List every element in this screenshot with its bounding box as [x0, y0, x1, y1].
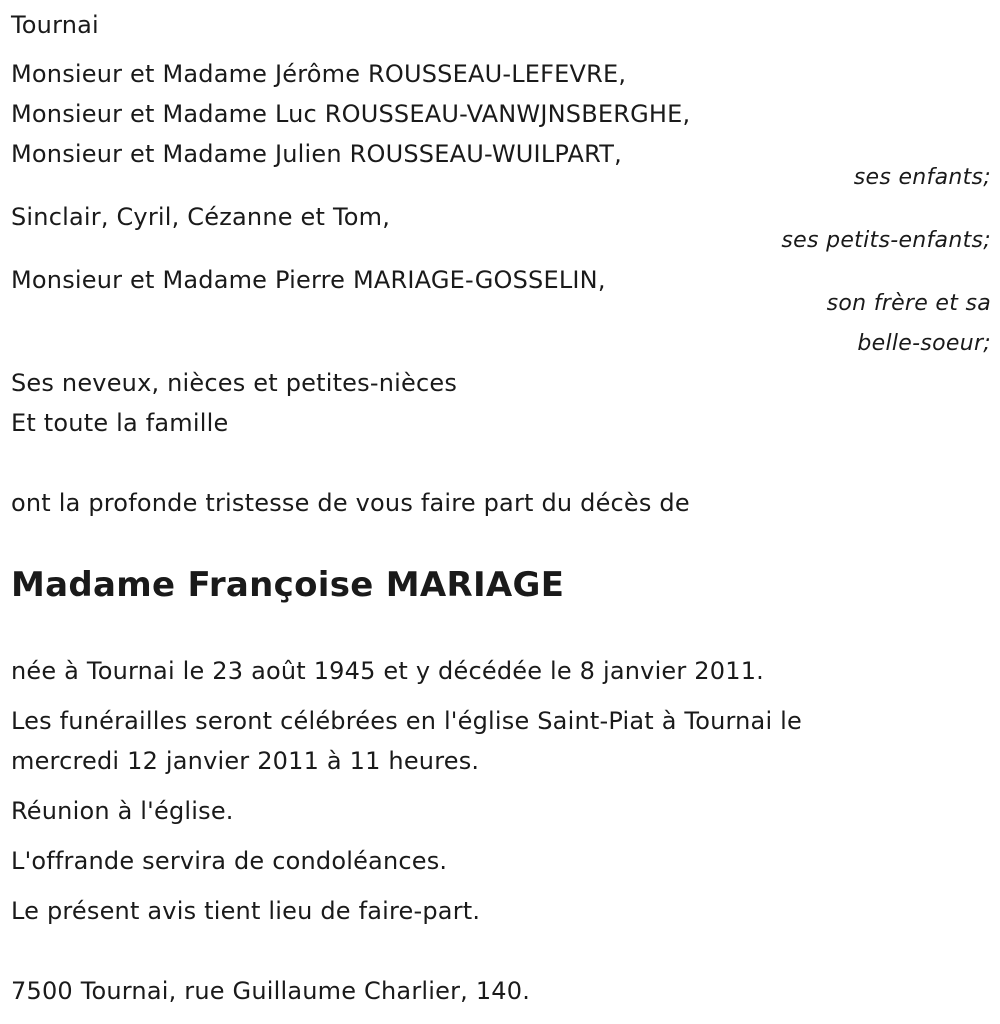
children-role: ses enfants; [853, 165, 991, 190]
address-line: 7500 Tournai, rue Guillaume Charlier, 140. [11, 977, 531, 1005]
grandchildren-entry: Sinclair, Cyril, Cézanne et Tom, [11, 203, 391, 231]
funeral-details-line2: mercredi 12 janvier 2011 à 11 heures. [11, 747, 480, 775]
announcement-text: ont la profonde tristesse de vous faire part du décès de [11, 489, 690, 517]
sibling-role-line1: son frère et sa [826, 291, 991, 316]
notice-line: Le présent avis tient lieu de faire-part. [11, 897, 481, 925]
funeral-details-line1: Les funérailles seront célébrées en l'église Saint-Piat à Tournai le [11, 707, 802, 735]
child-entry: Monsieur et Madame Julien ROUSSEAU-WUILPART, [11, 140, 622, 168]
obituary-notice [11, 0, 991, 1024]
relatives-line: Ses neveux, nièces et petites-nièces [11, 369, 458, 397]
offering-line: L'offrande servira de condoléances. [11, 847, 448, 875]
child-entry: Monsieur et Madame Luc ROUSSEAU-VANWJNSBERGHE, [11, 100, 691, 128]
meeting-line: Réunion à l'église. [11, 797, 234, 825]
child-entry: Monsieur et Madame Jérôme ROUSSEAU-LEFEVRE, [11, 60, 627, 88]
relatives-line: Et toute la famille [11, 409, 229, 437]
grandchildren-role: ses petits-enfants; [781, 228, 991, 253]
city-header: Tournai [11, 11, 99, 39]
sibling-entry: Monsieur et Madame Pierre MARIAGE-GOSSELIN, [11, 266, 606, 294]
birth-death-line: née à Tournai le 23 août 1945 et y décédée le 8 janvier 2011. [11, 657, 765, 685]
deceased-name: Madame Françoise MARIAGE [11, 565, 565, 605]
sibling-role-line2: belle-soeur; [857, 331, 991, 356]
